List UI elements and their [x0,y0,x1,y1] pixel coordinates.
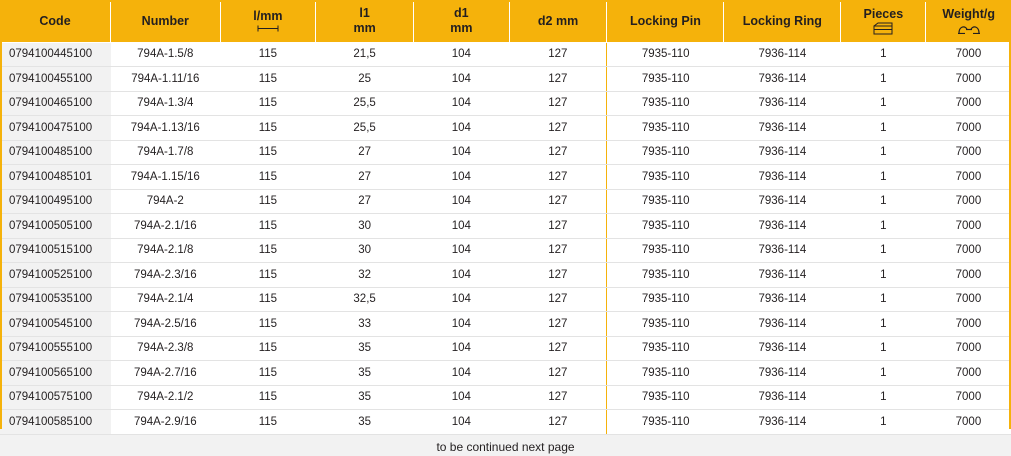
column-header-weight[interactable] [926,0,1011,42]
table-cell: 1 [841,214,926,239]
table-cell: 115 [220,189,316,214]
ruler-icon [257,25,279,32]
table-cell: 1 [841,410,926,435]
table-cell: 7935-110 [607,287,724,312]
table-cell: 127 [509,42,607,67]
table-cell: 1 [841,361,926,386]
table-cell: 104 [414,361,510,386]
cell-code: 0794100535100 [0,287,111,312]
table-cell: 27 [316,140,414,165]
table-cell: 794A-2.5/16 [111,312,220,337]
table-cell: 7000 [926,263,1011,288]
table-cell: 115 [220,385,316,410]
column-header-length-label: l/mm [253,9,283,24]
table-cell: 7936-114 [724,189,841,214]
table-cell: 115 [220,361,316,386]
table-cell: 7935-110 [607,385,724,410]
table-cell: 7935-110 [607,189,724,214]
table-cell: 7000 [926,312,1011,337]
footer-row [0,434,1011,456]
table-cell: 794A-2.1/2 [111,385,220,410]
table-cell: 25,5 [316,91,414,116]
table-cell: 7935-110 [607,410,724,435]
table-cell: 794A-1.3/4 [111,91,220,116]
table-cell: 115 [220,42,316,67]
table-cell: 115 [220,238,316,263]
table-cell: 794A-1.13/16 [111,116,220,141]
table-header [0,0,1011,42]
table-cell: 127 [509,312,607,337]
column-header-length[interactable] [220,0,316,42]
table-cell: 794A-1.7/8 [111,140,220,165]
table-cell: 115 [220,91,316,116]
table-cell: 7000 [926,165,1011,190]
table-row[interactable] [0,361,1011,386]
column-header-locking-pin[interactable] [607,0,724,42]
table-cell: 27 [316,189,414,214]
table-cell: 7000 [926,189,1011,214]
table-cell: 1 [841,263,926,288]
table-row[interactable] [0,312,1011,337]
column-header-code-label: Code [39,13,71,28]
table-row[interactable] [0,263,1011,288]
table-row[interactable] [0,140,1011,165]
table-cell: 104 [414,189,510,214]
table-cell: 35 [316,336,414,361]
table-row[interactable] [0,116,1011,141]
table-cell: 104 [414,42,510,67]
column-header-l1[interactable] [316,0,414,42]
table-row[interactable] [0,42,1011,67]
table-footer [0,434,1011,456]
table-cell: 1 [841,336,926,361]
column-header-l1-unit: mm [353,20,376,35]
table-cell: 7935-110 [607,336,724,361]
table-cell: 1 [841,42,926,67]
table-cell: 104 [414,312,510,337]
cell-code: 0794100495100 [0,189,111,214]
table-cell: 104 [414,91,510,116]
table-cell: 7000 [926,361,1011,386]
table-cell: 7936-114 [724,336,841,361]
cell-code: 0794100445100 [0,42,111,67]
table-cell: 127 [509,287,607,312]
table-cell: 7936-114 [724,410,841,435]
cell-code: 0794100485100 [0,140,111,165]
column-header-locking-ring-label: Locking Ring [742,13,822,28]
table-cell: 794A-2.7/16 [111,361,220,386]
table-cell: 127 [509,140,607,165]
left-rule [0,0,2,429]
table-cell: 35 [316,385,414,410]
table-cell: 7000 [926,116,1011,141]
column-header-code[interactable] [0,0,111,42]
cell-code: 0794100465100 [0,91,111,116]
table-cell: 7935-110 [607,238,724,263]
table-cell: 104 [414,238,510,263]
table-cell: 104 [414,410,510,435]
table-cell: 115 [220,263,316,288]
column-header-d1-label: d1 [454,6,469,21]
table-cell: 30 [316,214,414,239]
table-cell: 1 [841,189,926,214]
table-header-row [0,0,1011,42]
table-cell: 115 [220,287,316,312]
column-header-locking-pin-label: Locking Pin [630,13,701,28]
table-cell: 7000 [926,385,1011,410]
column-header-number-label: Number [141,13,189,28]
table-cell: 7000 [926,287,1011,312]
table-row[interactable] [0,189,1011,214]
column-header-d2[interactable] [509,0,607,42]
table-cell: 25 [316,67,414,92]
table-cell: 7936-114 [724,361,841,386]
table-row[interactable] [0,214,1011,239]
table-cell: 7000 [926,410,1011,435]
table-cell: 7935-110 [607,140,724,165]
table-cell: 7936-114 [724,312,841,337]
table-cell: 104 [414,214,510,239]
table-cell: 115 [220,336,316,361]
table-cell: 7936-114 [724,91,841,116]
table-cell: 7935-110 [607,263,724,288]
column-header-locking-ring[interactable] [724,0,841,42]
box-icon [873,22,893,35]
column-header-d1[interactable] [414,0,510,42]
table-cell: 104 [414,67,510,92]
table-cell: 21,5 [316,42,414,67]
table-cell: 35 [316,410,414,435]
table-cell: 27 [316,165,414,190]
table-cell: 104 [414,116,510,141]
table-cell: 104 [414,287,510,312]
table-cell: 1 [841,165,926,190]
table-cell: 7935-110 [607,214,724,239]
table-cell: 115 [220,165,316,190]
table-cell: 7936-114 [724,42,841,67]
table-cell: 7936-114 [724,140,841,165]
table-cell: 1 [841,238,926,263]
table-cell: 35 [316,361,414,386]
table-cell: 7000 [926,214,1011,239]
table-cell: 33 [316,312,414,337]
column-header-pieces[interactable] [841,0,926,42]
table-body [0,42,1011,434]
cell-code: 0794100545100 [0,312,111,337]
table-cell: 1 [841,91,926,116]
table-cell: 1 [841,385,926,410]
table-cell: 127 [509,67,607,92]
table-cell: 30 [316,238,414,263]
table-row[interactable] [0,238,1011,263]
table-cell: 794A-1.11/16 [111,67,220,92]
table-cell: 104 [414,165,510,190]
table-row[interactable] [0,410,1011,435]
table-cell: 794A-2.9/16 [111,410,220,435]
table-cell: 7936-114 [724,165,841,190]
column-header-pieces-label: Pieces [863,6,904,21]
table-cell: 794A-2.3/16 [111,263,220,288]
table-cell: 7936-114 [724,67,841,92]
column-header-l1-label: l1 [359,6,370,21]
table-cell: 794A-1.15/16 [111,165,220,190]
table-cell: 7000 [926,238,1011,263]
column-header-d2-label: d2 mm [537,13,579,28]
table-cell: 1 [841,287,926,312]
table-cell: 7935-110 [607,165,724,190]
table-row[interactable] [0,91,1011,116]
cell-code: 0794100525100 [0,263,111,288]
table-cell: 115 [220,312,316,337]
weight-icon [957,22,981,34]
cell-code: 0794100485101 [0,165,111,190]
cell-code: 0794100455100 [0,67,111,92]
table-cell: 32 [316,263,414,288]
table-cell: 7000 [926,140,1011,165]
cell-code: 0794100565100 [0,361,111,386]
table-cell: 115 [220,214,316,239]
table-cell: 1 [841,67,926,92]
table-cell: 7936-114 [724,238,841,263]
table-cell: 7936-114 [724,385,841,410]
table-cell: 7936-114 [724,263,841,288]
table-cell: 127 [509,165,607,190]
top-rule [0,0,1011,2]
table-cell: 127 [509,263,607,288]
footer-note: to be continued next page [0,434,1011,456]
table-cell: 7000 [926,91,1011,116]
table-cell: 794A-2.1/16 [111,214,220,239]
table-cell: 794A-1.5/8 [111,42,220,67]
table-cell: 7936-114 [724,116,841,141]
cell-code: 0794100515100 [0,238,111,263]
table-cell: 794A-2 [111,189,220,214]
table-cell: 127 [509,91,607,116]
table-cell: 794A-2.3/8 [111,336,220,361]
table-cell: 7935-110 [607,42,724,67]
table-cell: 115 [220,116,316,141]
table-cell: 7000 [926,67,1011,92]
table-cell: 7000 [926,336,1011,361]
table-cell: 127 [509,385,607,410]
table-cell: 127 [509,238,607,263]
table-cell: 127 [509,336,607,361]
table-cell: 32,5 [316,287,414,312]
table-cell: 7936-114 [724,214,841,239]
cell-code: 0794100575100 [0,385,111,410]
table-cell: 1 [841,312,926,337]
table-cell: 127 [509,214,607,239]
table-row[interactable] [0,385,1011,410]
table-cell: 1 [841,140,926,165]
table-cell: 104 [414,263,510,288]
table-cell: 7935-110 [607,67,724,92]
column-header-d1-unit: mm [450,20,473,35]
table-cell: 7935-110 [607,361,724,386]
cell-code: 0794100505100 [0,214,111,239]
table-row[interactable] [0,67,1011,92]
table-cell: 127 [509,116,607,141]
table-cell: 7935-110 [607,116,724,141]
cell-code: 0794100555100 [0,336,111,361]
table-cell: 127 [509,189,607,214]
table-cell: 794A-2.1/4 [111,287,220,312]
table-row[interactable] [0,336,1011,361]
table-cell: 104 [414,140,510,165]
table-cell: 7935-110 [607,312,724,337]
table-cell: 115 [220,140,316,165]
table-cell: 794A-2.1/8 [111,238,220,263]
table-cell: 104 [414,336,510,361]
column-header-weight-label: Weight/g [942,7,995,22]
table-cell: 127 [509,410,607,435]
cell-code: 0794100585100 [0,410,111,435]
table-cell: 7000 [926,42,1011,67]
table-cell: 104 [414,385,510,410]
cell-code: 0794100475100 [0,116,111,141]
table-cell: 1 [841,116,926,141]
table-cell: 7935-110 [607,91,724,116]
table-cell: 127 [509,361,607,386]
table-cell: 7936-114 [724,287,841,312]
table-row[interactable] [0,287,1011,312]
column-header-number[interactable] [111,0,220,42]
table-cell: 25,5 [316,116,414,141]
table-row[interactable] [0,165,1011,190]
table-cell: 115 [220,410,316,435]
table-cell: 115 [220,67,316,92]
